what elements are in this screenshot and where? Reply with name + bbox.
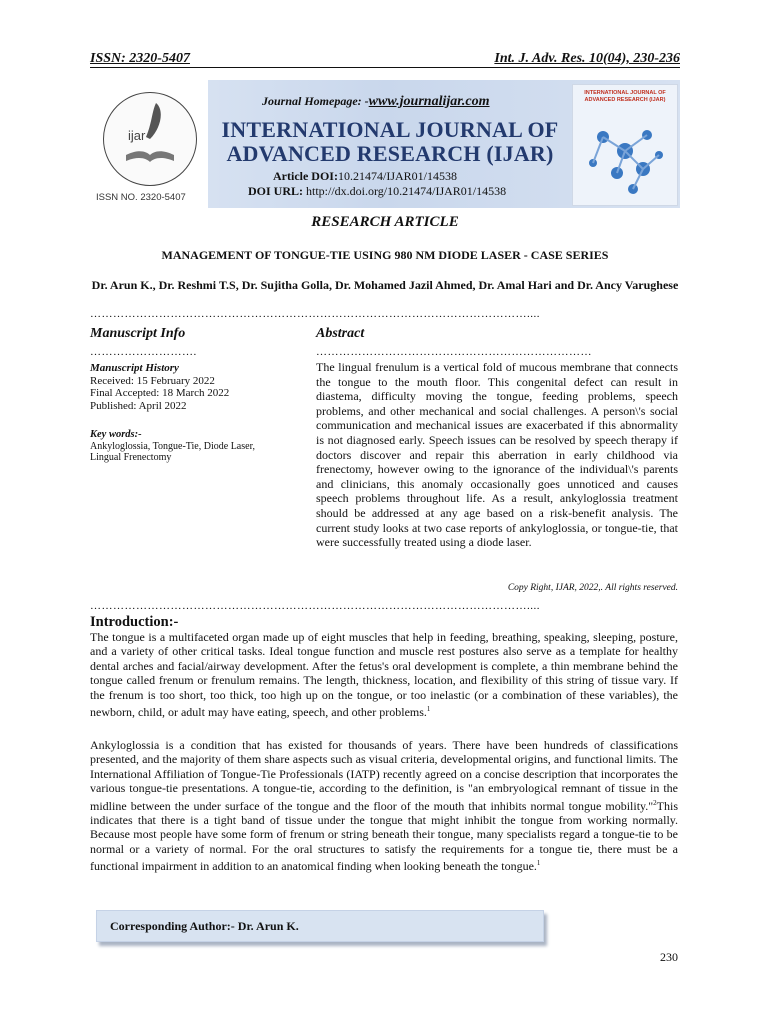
- keywords-block: [90, 429, 258, 464]
- homepage-label: Journal Homepage: -: [262, 94, 369, 108]
- manuscript-info-heading: Manuscript Info: [90, 326, 186, 341]
- citation-ref: 2: [653, 798, 657, 807]
- abstract-heading: Abstract: [316, 326, 365, 341]
- journal-homepage: [262, 94, 490, 110]
- intro-p1-text: The tongue is a multifaceted organ made up of eight muscles that help in feeding, breathing, speaking, sleeping, posture, and a variety of other critical tasks. Ideal tongue function and muscle rest postures also serve as a template for healthy dental arches and facial/airway development. After the fetus's oral development is complete, a thin membrane behind the tongue called frenum or frenulum remains. The length, thickness, location, and flexibility of this string of tissue vary. If the frenum is too short, too thick, too high up on the tongue, or too inelastic (or a combination of these variables), the newborn, child, or adult may have eating, speech, and other problems.: [90, 630, 678, 720]
- article-title: MANAGEMENT OF TONGUE-TIE USING 980 NM DIODE LASER - CASE SERIES: [161, 248, 609, 262]
- article-doi: [273, 169, 457, 184]
- cover-title: INTERNATIONAL JOURNAL OF ADVANCED RESEARCH (IJAR): [584, 90, 666, 103]
- introduction-heading: Introduction:-: [90, 614, 179, 630]
- received-date: Received: 15 February 2022: [90, 374, 215, 387]
- abstract-text: The lingual frenulum is a vertical fold of mucous membrane that connects the tongue to the mouth floor. This congenital defect can result in diastema, difficulty moving the tongue, feeding problems, speech problems, and other mechanical and social challenges. A person\'s social communication and mechanical issues are exacerbated if this abnormality is not diagnosed early. Speech issues can be resolved by speech therapy if doctors discover and repair this aberration in early childhood via frenectomy, however owing to the ignorance of the individual\'s parents and clinicians, this anomaly occasionally goes unnoticed and causes speech problems throughout life. As a result, ankyloglossia treatment should be addressed at any age based on a risk-benefit analysis. The current study looks at two case reports of ankyloglossia, or tongue-tie, that were successfully treated using a diode laser.: [316, 360, 678, 550]
- running-header: [90, 45, 680, 68]
- accepted-date: Final Accepted: 18 March 2022: [90, 387, 230, 399]
- manuscript-history: [90, 362, 260, 412]
- keywords-label: Key words:-: [90, 429, 142, 440]
- logo-seal: [103, 92, 197, 186]
- doi-url: [248, 184, 506, 199]
- manuscript-dots: ……………………….: [90, 346, 197, 358]
- separator-top: ……………………………………………………………………………………………………....: [90, 308, 540, 320]
- published-date: Published: April 2022: [90, 399, 187, 412]
- article-doi-label: Article DOI:: [273, 169, 338, 183]
- journal-title-line1: INTERNATIONAL JOURNAL OF: [221, 117, 559, 142]
- intro-p2a-text: Ankyloglossia is a condition that has existed for thousands of years. There have been hundreds of classifications presented, and the majority of them share aspects such as visual criteria, developmental origins, and functional limits. The International Affiliation of Tongue-Tie Professionals (IATP) recently agreed on a concise description that incorporates the various tongue-tie presentations. A tongue-tie, according to the definition, is "an embryological remnant of tissue in the midline between the under surface of the tongue and the floor of the mouth that inhibits normal tongue mobility.": [90, 738, 678, 813]
- issn-label: ISSN: 2320-5407: [90, 51, 190, 66]
- keywords-list: Ankyloglossia, Tongue-Tie, Diode Laser, Lingual Frenectomy: [90, 440, 255, 463]
- doi-url-link[interactable]: http://dx.doi.org/10.21474/IJAR01/14538: [306, 184, 507, 198]
- article-authors: Dr. Arun K., Dr. Reshmi T.S, Dr. Sujitha Golla, Dr. Mohamed Jazil Ahmed, Dr. Amal Hari and Dr. Ancy Varughese: [91, 278, 679, 292]
- citation-ref: 1: [426, 705, 431, 714]
- citation-ref: 1: [536, 859, 541, 868]
- intro-paragraph-2: [90, 738, 678, 874]
- citation-label: Int. J. Adv. Res. 10(04), 230-236: [494, 51, 680, 66]
- corresponding-author: Corresponding Author:- Dr. Arun K.: [110, 919, 299, 933]
- homepage-link[interactable]: www.journalijar.com: [368, 94, 490, 109]
- intro-p2b-text: This indicates that there is a tight band of tissue under the tongue that might inhibit the tongue from working normally. Because most people have some form of frenum or string beneath their tongue, many specialists regard a tongue-tie to be normal or a variety of normal. For the oral structures to satisfy the requirements for a tongue tie, there must be a functional impairment in addition to an anatomical finding when looking beneath the tongue.: [90, 798, 678, 874]
- logo-text: ijar: [128, 128, 146, 143]
- article-doi-value: 10.21474/IJAR01/14538: [337, 169, 457, 183]
- copyright-notice: Copy Right, IJAR, 2022,. All rights reserved.: [507, 583, 678, 593]
- quill-book-icon: [104, 93, 196, 185]
- page-number: 230: [660, 950, 678, 964]
- intro-paragraph-1: [90, 630, 678, 719]
- history-label: Manuscript History: [90, 362, 179, 374]
- journal-title-line2: ADVANCED RESEARCH (IJAR): [226, 141, 554, 166]
- journal-title: [200, 118, 580, 166]
- article-type: RESEARCH ARTICLE: [311, 214, 459, 230]
- separator-bottom: ……………………………………………………………………………………………………....: [90, 600, 540, 612]
- logo-issn: ISSN NO. 2320-5407: [96, 192, 186, 203]
- doi-url-label: DOI URL:: [248, 184, 304, 198]
- abstract-dots: ………………………………………………………………: [316, 346, 592, 358]
